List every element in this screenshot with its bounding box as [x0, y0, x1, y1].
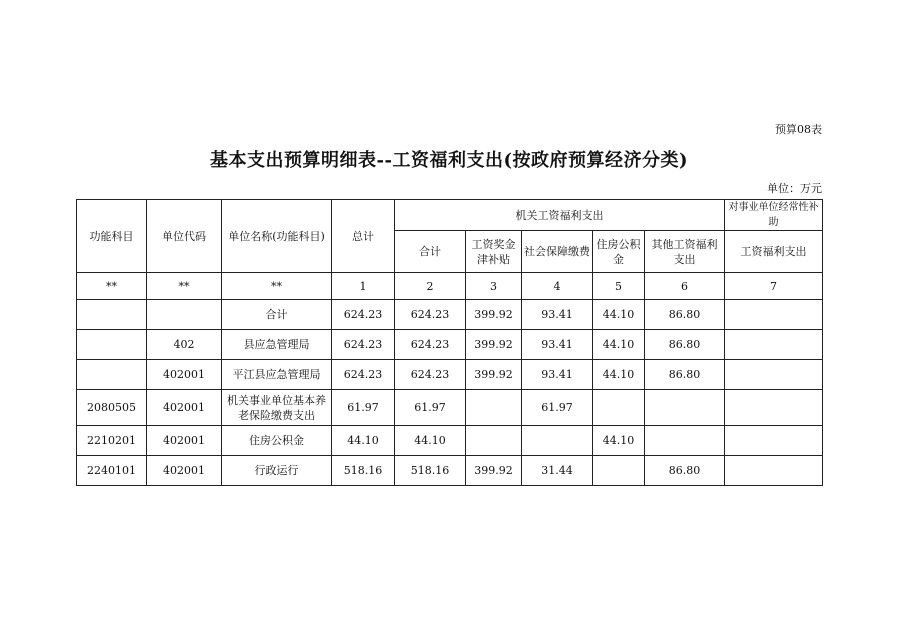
header-total: 总计 [332, 200, 395, 273]
table-row [77, 360, 823, 390]
cell-subtotal: 624.23 [395, 360, 466, 390]
cell-total: 624.23 [332, 360, 395, 390]
cell-subsidy-welfare [725, 456, 823, 486]
table-row [77, 330, 823, 360]
cell-social-insurance: 93.41 [522, 360, 593, 390]
cell-other-welfare [645, 426, 725, 456]
cell-total: 624.23 [332, 330, 395, 360]
cell-unit-code: 402001 [147, 390, 222, 426]
cell-salary [466, 426, 522, 456]
header-subsidy-welfare: 工资福利支出 [725, 231, 823, 273]
table-row [77, 426, 823, 456]
index-cell: 5 [593, 273, 645, 300]
cell-salary: 399.92 [466, 300, 522, 330]
header-func-subject: 功能科目 [77, 200, 147, 273]
cell-other-welfare: 86.80 [645, 330, 725, 360]
index-cell: 6 [645, 273, 725, 300]
cell-unit-code: 402 [147, 330, 222, 360]
header-housing-fund: 住房公积金 [593, 231, 645, 273]
header-unit-code: 单位代码 [147, 200, 222, 273]
cell-subsidy-welfare [725, 390, 823, 426]
index-cell: ** [222, 273, 332, 300]
header-group-org-welfare: 机关工资福利支出 [395, 200, 725, 231]
cell-other-welfare [645, 390, 725, 426]
header-unit-name: 单位名称(功能科目) [222, 200, 332, 273]
cell-subtotal: 61.97 [395, 390, 466, 426]
header-group-subsidy: 对事业单位经常性补助 [725, 200, 823, 231]
cell-social-insurance: 93.41 [522, 330, 593, 360]
cell-other-welfare: 86.80 [645, 456, 725, 486]
index-cell: ** [77, 273, 147, 300]
cell-subsidy-welfare [725, 360, 823, 390]
cell-subtotal: 44.10 [395, 426, 466, 456]
index-cell: 7 [725, 273, 823, 300]
budget-table [76, 199, 823, 486]
cell-other-welfare: 86.80 [645, 300, 725, 330]
cell-subsidy-welfare [725, 330, 823, 360]
cell-unit-code: 402001 [147, 360, 222, 390]
index-cell: 4 [522, 273, 593, 300]
header-salary: 工资奖金津补贴 [466, 231, 522, 273]
cell-func-subject: 2210201 [77, 426, 147, 456]
cell-housing-fund: 44.10 [593, 360, 645, 390]
cell-subsidy-welfare [725, 300, 823, 330]
index-cell: 3 [466, 273, 522, 300]
unit-label: 单位：万元 [767, 182, 822, 195]
cell-unit-name: 合计 [222, 300, 332, 330]
cell-social-insurance: 93.41 [522, 300, 593, 330]
page-title: 基本支出预算明细表--工资福利支出(按政府预算经济分类) [210, 150, 688, 171]
cell-func-subject [77, 360, 147, 390]
cell-unit-name: 行政运行 [222, 456, 332, 486]
table-row [77, 390, 823, 426]
cell-unit-code: 402001 [147, 426, 222, 456]
index-cell: 1 [332, 273, 395, 300]
cell-other-welfare: 86.80 [645, 360, 725, 390]
cell-subsidy-welfare [725, 426, 823, 456]
cell-func-subject: 2240101 [77, 456, 147, 486]
cell-unit-name: 住房公积金 [222, 426, 332, 456]
cell-salary [466, 390, 522, 426]
index-row [77, 273, 823, 300]
cell-func-subject [77, 300, 147, 330]
cell-unit-name: 平江县应急管理局 [222, 360, 332, 390]
cell-unit-code: 402001 [147, 456, 222, 486]
header-subtotal: 合计 [395, 231, 466, 273]
cell-social-insurance: 61.97 [522, 390, 593, 426]
cell-unit-code [147, 300, 222, 330]
cell-total: 61.97 [332, 390, 395, 426]
header-social-insurance: 社会保障缴费 [522, 231, 593, 273]
cell-salary: 399.92 [466, 360, 522, 390]
cell-total: 624.23 [332, 300, 395, 330]
cell-total: 518.16 [332, 456, 395, 486]
table-row [77, 300, 823, 330]
cell-salary: 399.92 [466, 330, 522, 360]
cell-housing-fund [593, 456, 645, 486]
index-cell: ** [147, 273, 222, 300]
cell-social-insurance: 31.44 [522, 456, 593, 486]
cell-housing-fund [593, 390, 645, 426]
form-number: 预算08表 [775, 123, 822, 136]
cell-housing-fund: 44.10 [593, 300, 645, 330]
index-cell: 2 [395, 273, 466, 300]
cell-housing-fund: 44.10 [593, 330, 645, 360]
cell-subtotal: 624.23 [395, 330, 466, 360]
cell-housing-fund: 44.10 [593, 426, 645, 456]
table-row [77, 456, 823, 486]
cell-unit-name: 县应急管理局 [222, 330, 332, 360]
cell-func-subject: 2080505 [77, 390, 147, 426]
cell-subtotal: 624.23 [395, 300, 466, 330]
header-other-welfare: 其他工资福利支出 [645, 231, 725, 273]
cell-salary: 399.92 [466, 456, 522, 486]
cell-func-subject [77, 330, 147, 360]
cell-total: 44.10 [332, 426, 395, 456]
cell-social-insurance [522, 426, 593, 456]
cell-unit-name: 机关事业单位基本养老保险缴费支出 [222, 390, 332, 426]
cell-subtotal: 518.16 [395, 456, 466, 486]
